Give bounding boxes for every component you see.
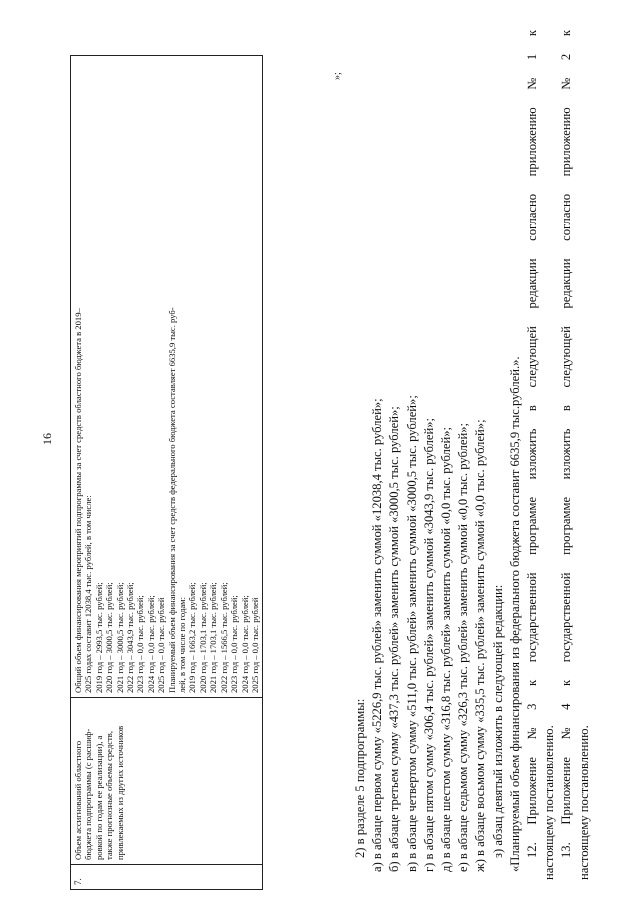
word: 12. [525,842,540,858]
word: 4 [559,703,574,710]
table-row [71,56,263,890]
content-line: 2019 год – 1663,2 тыс. рублей; [187,582,198,693]
content-line: 2024 год – 0,0 тыс. рублей; [145,595,156,693]
word: приложению [525,107,540,177]
content-line: Планируемый объем финансирования за счет средств федерального бюджета составляет 6635,9 тыс. руб- [166,307,177,693]
paragraph: г) в абзаце пятом сумму «306,4 тыс. рублей» заменить суммой «3043,9 тыс. рублей»; [421,417,436,872]
content-line: 2020 год – 1703,1 тыс. рублей; [197,582,208,693]
paragraph: ж) в абзаце восьмом сумму «335,5 тыс. рублей» заменить суммой «0,0 тыс. рублей»; [473,419,488,872]
content-line: 2022 год – 1566,5 тыс. рублей; [218,582,229,693]
word: Приложение [559,757,574,825]
paragraph-item-12 [524,30,541,880]
paragraph: «Планируемый объем финансирования из федерального бюджета составит 6635,9 тыс.рублей.». [507,356,522,872]
paragraph: настоящему постановлению. [542,725,557,880]
row-name-cell [71,698,263,865]
word: изложить [559,428,574,480]
word: следующей [525,326,540,388]
content-line: 2023 год – 0,0 тыс. рублей; [229,595,240,693]
word: государственной [525,572,540,663]
word: к [525,30,540,37]
word: 2 [559,53,574,61]
amendment-text [352,30,593,880]
content-line: 2021 год – 1703,1 тыс. рублей; [208,582,219,693]
content-line: 2025 год – 0,0 тыс. рублей [249,597,260,693]
content-line: 2025 год – 0,0 тыс. рублей [156,597,167,693]
subprogram-passport-table [70,55,263,890]
content-line: 2025 годах составит 12038,4 тыс. рублей, в том числе: [83,495,94,693]
word: 3 [525,703,540,710]
content-line: лей, в том числе по годам: [177,597,188,693]
word: № [559,727,574,740]
row-content-cell [71,56,263,698]
word: 1 [525,53,540,61]
word: редакции [525,258,540,309]
paragraph: б) в абзаце третьем сумму «437,3 тыс. рублей» заменить суммой «3000,5 тыс. рублей»; [387,406,402,872]
word: 13. [559,842,574,858]
content-line: 2021 год – 3000,5 тыс. рублей; [114,582,125,693]
paragraph: в) в абзаце четвертом сумму «511,0 тыс. рублей» заменить суммой «3000,5 тыс. рублей»; [404,395,419,872]
word: согласно [559,193,574,241]
word: № [525,727,540,740]
word: программе [525,496,540,555]
word: к [525,679,540,686]
paragraph: а) в абзаце первом сумму «5226,9 тыс. рублей» заменить суммой «12038,4 тыс. рублей»; [370,398,385,872]
paragraph: з) абзац девятый изложить в следующей редакции: [490,584,505,858]
word: согласно [525,193,540,241]
content-line: Общий объем финансирования мероприятий подпрограммы за счет средств областного бюджета в 2019– [73,308,83,693]
content-line: 2024 год – 0,0 тыс. рублей; [239,595,250,693]
word: в [559,405,574,412]
word: к [559,30,574,37]
row-name-line: также прогнозные объемы средств, [104,730,115,860]
paragraph: е) в абзаце седьмом сумму «326,3 тыс. рублей» заменить суммой «0,0 тыс. рублей»; [456,423,471,872]
word: Приложение [525,757,540,825]
word: приложению [559,107,574,177]
page-number: 16 [40,433,54,445]
content-line: 2020 год – 3000,5 тыс. рублей; [104,582,115,693]
word: следующей [559,326,574,388]
content-line: 2022 год – 3043,9 тыс. рублей; [125,582,136,693]
word: изложить [525,428,540,480]
word: № [525,77,540,90]
word: программе [559,496,574,555]
word: в [525,405,540,412]
content-line: 2019 год – 2993,5 тыс. рублей; [93,582,104,693]
word: редакции [559,258,574,309]
word: № [559,77,574,90]
content-line: 2023 год – 0,0 тыс. рублей; [135,595,146,693]
paragraph: д) в абзаце шестом сумму «316,8 тыс. рублей» заменить суммой «0,0 тыс. рублей»; [439,426,454,872]
word: к [559,679,574,686]
row-number-cell: 7. [71,865,263,890]
row-name-line: бюджета подпрограммы (с расшиф- [83,728,94,860]
paragraph-item-13 [558,30,575,880]
closing-quote: »; [332,72,343,80]
row-name-line: привлекаемых из других источников [114,725,125,860]
word: государственной [559,572,574,663]
paragraph: 2) в разделе 5 подпрограммы: [353,698,367,858]
paragraph: настоящему постановлению. [576,725,591,880]
row-name-line: ровкой по годам ее реализации), а [93,735,104,860]
row-name-line: Объем ассигнований областного [73,740,83,860]
